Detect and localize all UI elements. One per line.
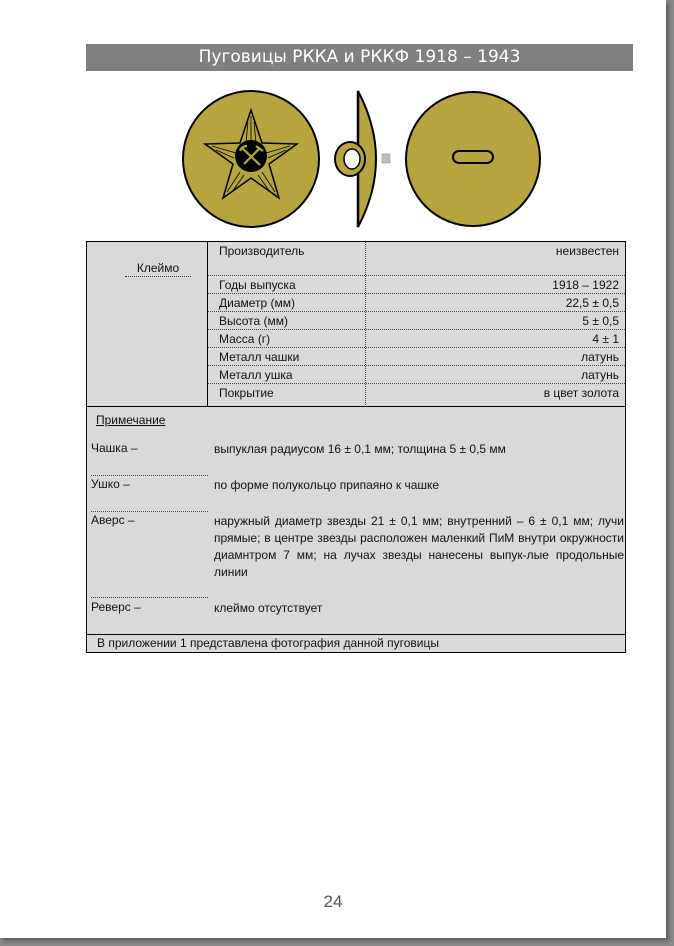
note-text: выпуклая радиусом 16 ± 0,1 мм; толщина 5 ± 0,5 мм: [214, 442, 506, 456]
spec-row-divider: [365, 242, 366, 275]
spec-row-value: латунь: [581, 368, 619, 382]
notes-heading: Примечание: [96, 413, 166, 427]
spec-row-divider: [365, 276, 366, 293]
note-label: Аверс –: [91, 513, 135, 527]
spec-row-value: 22,5 ± 0,5: [565, 296, 619, 310]
spec-row: [208, 348, 625, 366]
spec-row-divider: [365, 312, 366, 329]
note-label: Ушко –: [91, 477, 130, 491]
spec-row: [208, 312, 625, 330]
note-divider: [91, 597, 208, 598]
spec-row-value: в цвет золота: [543, 386, 619, 400]
spec-row-divider: [365, 366, 366, 383]
note-text: по форме полукольцо припаяно к чашке: [214, 478, 440, 492]
spec-row-divider: [365, 348, 366, 365]
spec-row-value: 4 ± 1: [592, 332, 619, 346]
star-button-face-icon: [183, 91, 319, 227]
note-divider: [91, 511, 208, 512]
klejmo-cell: [87, 242, 208, 406]
spec-table: [86, 241, 626, 653]
spec-row-value: 5 ± 0,5: [582, 314, 619, 328]
klejmo-label: Клеймо: [125, 261, 191, 277]
note-divider: [91, 475, 208, 476]
note-text: наружный диаметр звезды 21 ± 0,1 мм; внутренний – 6 ± 0,1 мм; лучи прямые; в центре звезды расположен маленкий ПиМ внутри окружности диамнтром 7 мм; на лучах звезды нанесены выпук-лые продольные линии: [214, 514, 624, 579]
spec-row-divider: [365, 384, 366, 405]
footer-row: [87, 635, 625, 652]
page-number: 24: [323, 892, 343, 911]
button-side-profile-icon: [335, 91, 390, 227]
spec-row-divider: [365, 330, 366, 347]
spec-row-value: неизвестен: [555, 244, 619, 258]
footer-note: В приложении 1 представлена фотография данной пуговицы: [97, 636, 439, 650]
button-illustration: [180, 88, 542, 230]
spec-row-value: 1918 – 1922: [552, 278, 619, 292]
spec-row: [208, 242, 625, 276]
spec-row-label: Диаметр (мм): [219, 296, 296, 310]
spec-row: [208, 384, 625, 405]
button-back-shank-icon: [406, 92, 540, 226]
note-label: Чашка –: [91, 441, 138, 455]
spec-row-label: Производитель: [219, 244, 305, 258]
note-text: клеймо отсутствует: [214, 601, 323, 615]
spec-row: [208, 366, 625, 384]
spec-row-divider: [365, 294, 366, 311]
notes-section: [87, 407, 625, 635]
spec-row-label: Масса (г): [219, 332, 271, 346]
note-label: Реверс –: [91, 600, 141, 614]
spec-row-label: Металл ушка: [219, 368, 293, 382]
spec-row-label: Покрытие: [219, 386, 274, 400]
spec-row: [208, 330, 625, 348]
spec-row-label: Высота (мм): [219, 314, 289, 328]
spec-row-label: Металл чашки: [219, 350, 300, 364]
spec-row: [208, 276, 625, 294]
spec-rows: [208, 242, 625, 406]
spec-row: [208, 294, 625, 312]
page-title: Пуговицы РККА и РККФ 1918 – 1943: [86, 44, 633, 71]
spec-row-value: латунь: [581, 350, 619, 364]
spec-row-label: Годы выпуска: [219, 278, 296, 292]
